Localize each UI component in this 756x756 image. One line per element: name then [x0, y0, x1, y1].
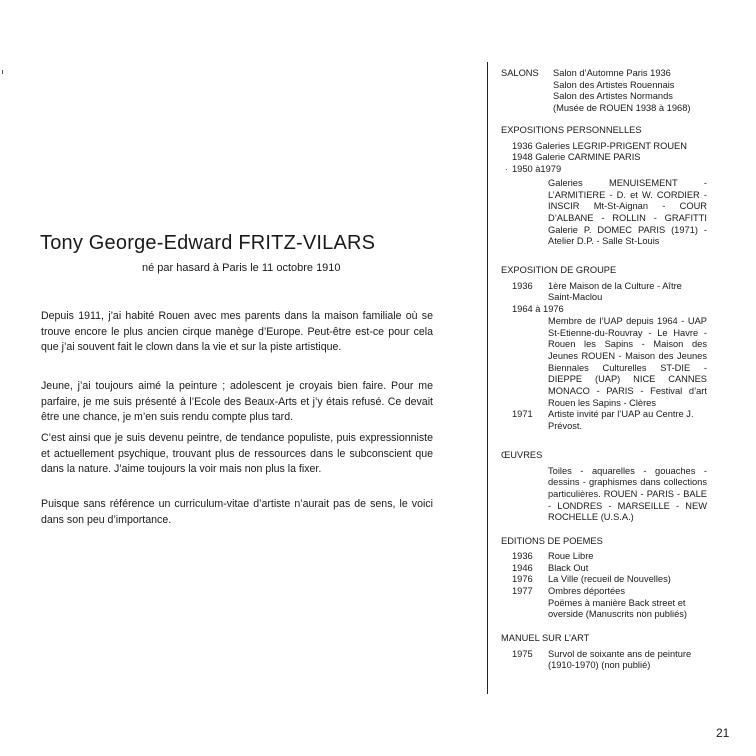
- expo-perso-row: 1948 Galerie CARMINE PARIS: [512, 152, 641, 163]
- entry-text: Survol de soixante ans de peinture (1910-1970) (non publié): [548, 648, 692, 671]
- salons-list: [553, 68, 709, 115]
- entry-text: Ombres déportées: [548, 585, 625, 596]
- birth-subtitle: né par hasard à Paris le 11 octobre 1910: [142, 262, 341, 274]
- bio-paragraph-4: Puisque sans référence un curriculum-vitae d’artiste n’aurait pas de sens, le voici dans son peu d’importance.: [41, 498, 433, 526]
- entry-text: Poëmes à manière Back street et overside (Manuscrits non publiés): [548, 597, 687, 620]
- year-range: 1964 à 1976: [512, 304, 564, 315]
- poeme-row: [501, 574, 707, 586]
- entry-text: Black Out: [548, 562, 589, 573]
- year: 1976: [512, 574, 533, 585]
- salons-heading: SALONS: [501, 68, 539, 78]
- entry-text: La Ville (recueil de Nouvelles): [548, 574, 671, 585]
- poeme-row: [501, 551, 707, 563]
- salons-section: [501, 68, 707, 118]
- salon-item: Salon d’Automne Paris 1936: [553, 68, 671, 78]
- manuel-heading: MANUEL SUR L’ART: [501, 633, 590, 644]
- year: 1946: [512, 562, 533, 573]
- expo-groupe-heading: EXPOSITION DE GROUPE: [501, 265, 617, 276]
- expo-perso-galleries: Galeries MENUISEMENT - L’ARMITIERE - D. et W. CORDIER - INSCIR Mt-St-Aignan - COUR D’ALBANE - ROLLIN - GRAFITTI Galerie P. DOMEC PARIS (1971) - Atelier D.P. - Salle St-Louis: [548, 177, 707, 247]
- salon-item: Salon des Artistes Rouennais: [553, 79, 675, 90]
- entry-text: Roue Libre: [548, 550, 594, 561]
- poeme-row: [501, 586, 707, 598]
- expo-perso-row: 1936 Galeries LEGRIP-PRIGENT ROUEN: [512, 140, 687, 151]
- column-divider: [487, 62, 488, 694]
- year: 1936: [512, 280, 533, 291]
- year: 1975: [512, 648, 533, 659]
- bio-paragraph-1: Depuis 1911, j’ai habité Rouen avec mes parents dans la maison familiale où se trouve encore le plus ancien cirque manège d’Europe. Peut-être est-ce pour cela que j’ai souvent fait le clown dans la vie et sur la piste artistique.: [41, 310, 433, 354]
- expo-perso-row: 1950 à1979: [512, 164, 562, 175]
- bio-paragraph-3: C’est ainsi que je suis devenu peintre, de tendance populiste, puis expressionniste et actuellement psychique, trouvant plus de ressources dans le subconscient que dans la nature. J’aime toujours la voir mais non plus la fixer.: [41, 432, 433, 476]
- entry-text: Artiste invité par l’UAP au Centre J. Prévost.: [548, 409, 694, 432]
- salon-item: Salon des Artistes Normands: [553, 91, 673, 102]
- entry-text: 1ère Maison de la Culture - Aître Saint-Maclou: [548, 280, 682, 303]
- stray-dot: ·: [505, 165, 508, 174]
- year: 1936: [512, 550, 533, 561]
- page-number: 21: [716, 726, 730, 740]
- cv-column: [501, 68, 707, 672]
- expo-groupe-row: [501, 281, 707, 304]
- poeme-row: [501, 563, 707, 575]
- bio-paragraph-2: Jeune, j’ai toujours aimé la peinture ; adolescent je croyais bien faire. Pour me parfaire, je me suis présenté à l’Ecole des Beaux-Arts et j’y étais refusé. Ce devait être une chance, je m’en suis rendu compte plus tard.: [41, 380, 433, 424]
- expo-perso-heading: EXPOSITIONS PERSONNELLES: [501, 125, 642, 135]
- oeuvres-heading: ŒUVRES: [501, 449, 543, 460]
- oeuvres-text: Toiles - aquarelles - gouaches - dessins - graphismes dans collections particulières. ROUEN - PARIS - BALE - LONDRES - MARSEILLE - NEW ROCHELLE (U.S.A.): [548, 465, 707, 523]
- poemes-heading: EDITIONS DE POEMES: [501, 536, 603, 547]
- entry-text: Membre de l’UAP depuis 1964 - UAP St-Etienne-du-Rouvray - Le Havre - Rouen les Sapins - Maison des Jeunes ROUEN - Maison des Jeunes Biennales Culturelles ST-DIE - DIEPPE (UAP) NICE CANNES MONACO - PARIS - Festival d’art Rouen les Sapins - Clères: [548, 315, 707, 408]
- manuel-row: [501, 649, 707, 672]
- year: 1971: [512, 409, 533, 420]
- salon-item: (Musée de ROUEN 1938 à 1968): [553, 103, 691, 114]
- margin-mark: [2, 70, 3, 74]
- year: 1977: [512, 585, 533, 596]
- expo-groupe-row: [501, 409, 707, 432]
- page-title: Tony George-Edward FRITZ-VILARS: [40, 232, 376, 254]
